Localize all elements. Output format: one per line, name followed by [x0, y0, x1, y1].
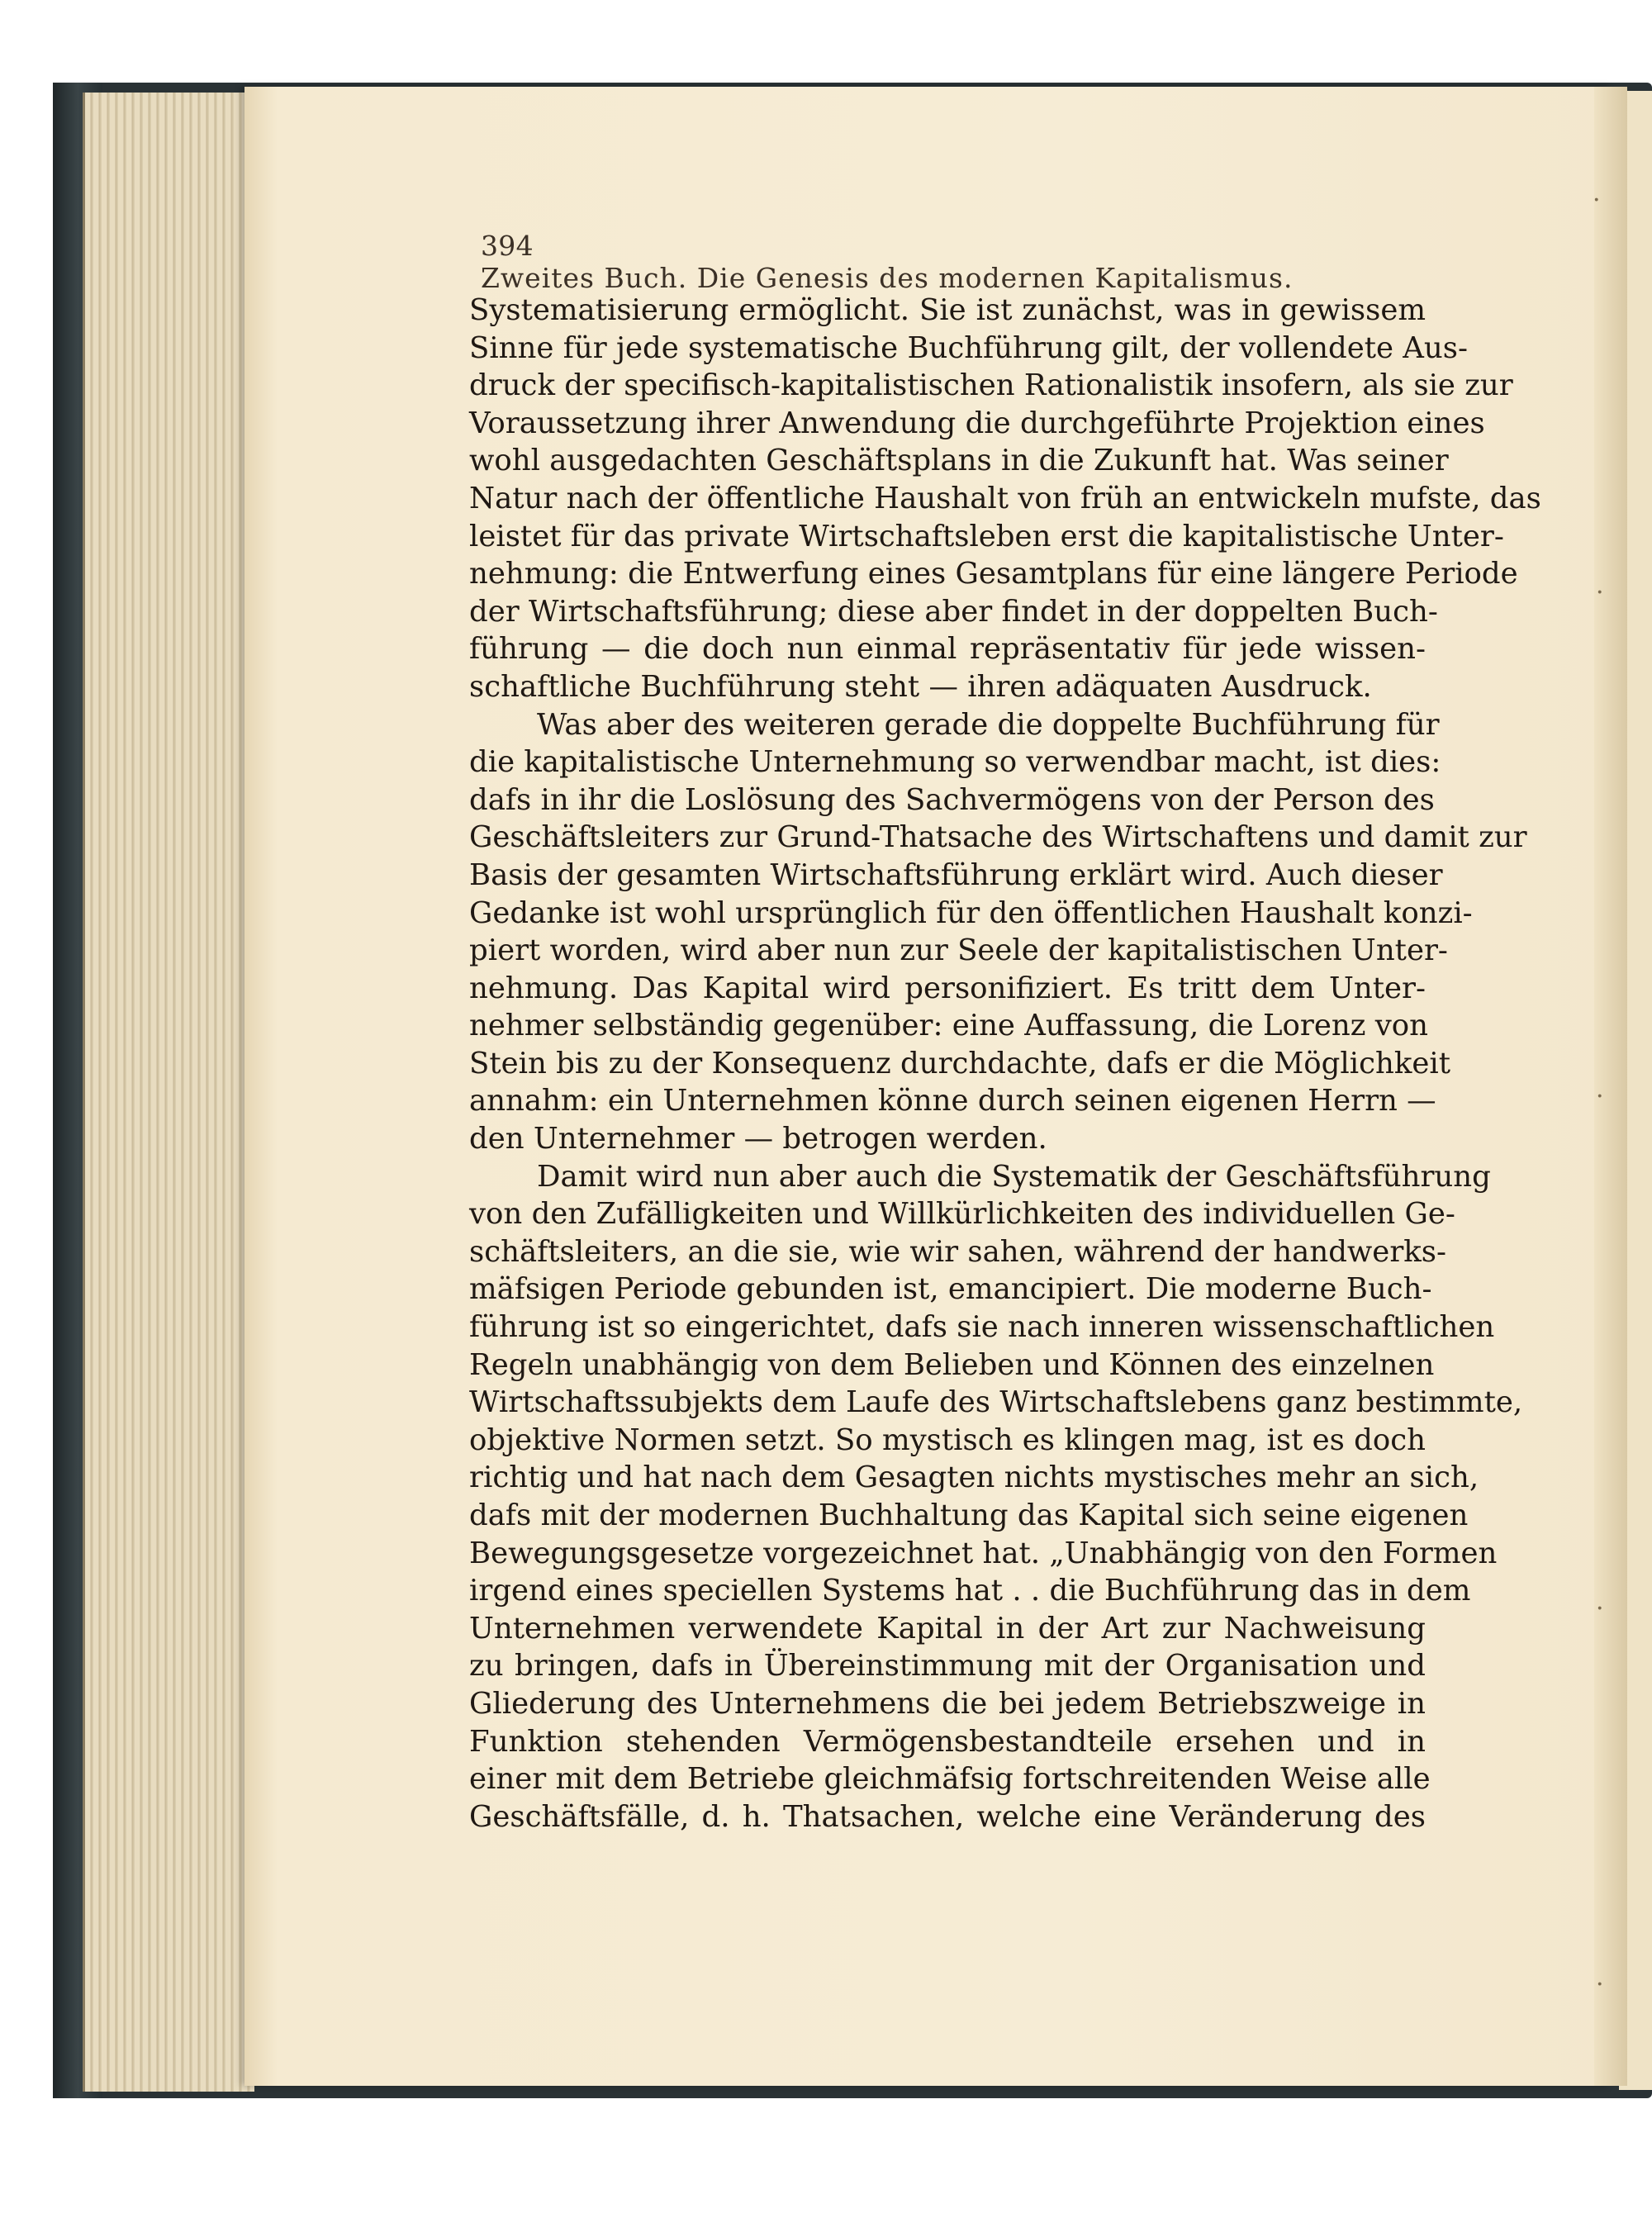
text-line: Unternehmen verwendete Kapital in der Art zur Nachweisung: [469, 1611, 1426, 1646]
text-line: nehmer selbständig gegenüber: eine Auffassung, die Lorenz von: [469, 1009, 1429, 1043]
text-line: Wirtschaftssubjekts dem Laufe des Wirtschaftslebens ganz bestimmte,: [469, 1385, 1523, 1420]
text-line: einer mit dem Betriebe gleichmäfsig fortschreitenden Weise alle: [469, 1762, 1431, 1797]
text-line: Was aber des weiteren gerade die doppelte Buchführung für: [537, 707, 1440, 742]
text-line: von den Zufälligkeiten und Willkürlichkeiten des individuellen Ge-: [469, 1197, 1455, 1232]
text-line: richtig und hat nach dem Gesagten nichts mystisches mehr an sich,: [469, 1460, 1479, 1495]
text-line: schaftliche Buchführung steht — ihren adäquaten Ausdruck.: [469, 669, 1372, 704]
page-number: 394: [481, 230, 534, 262]
running-header: [481, 230, 1307, 294]
text-line: Bewegungsgesetze vorgezeichnet hat. „Unabhängig von den Formen: [469, 1536, 1498, 1570]
text-line: Geschäftsleiters zur Grund-Thatsache des Wirtschaftens und damit zur: [469, 820, 1527, 855]
text-line: schäftsleiters, an die sie, wie wir sahen, während der handwerks-: [469, 1234, 1447, 1269]
text-line: wohl ausgedachten Geschäftsplans in die Zukunft hat. Was seiner: [469, 444, 1449, 478]
text-line: Stein bis zu der Konsequenz durchdachte, dafs er die Möglichkeit: [469, 1046, 1450, 1081]
text-line: dafs mit der modernen Buchhaltung das Kapital sich seine eigenen: [469, 1498, 1469, 1532]
text-line: druck der specifisch-kapitalistischen Rationalistik insofern, als sie zur: [469, 368, 1513, 403]
edge-mark: ·: [1596, 1594, 1604, 1623]
text-line: führung — die doch nun einmal repräsentativ für jede wissen-: [469, 632, 1426, 667]
edge-mark: ·: [1593, 186, 1601, 215]
edge-mark: ·: [1596, 578, 1604, 607]
text-line: mäfsigen Periode gebunden ist, emancipiert. Die moderne Buch-: [469, 1272, 1432, 1307]
text-line: Regeln unabhängig von dem Belieben und Können des einzelnen: [469, 1347, 1435, 1382]
text-line: leistet für das private Wirtschaftsleben erst die kapitalistische Unter-: [469, 519, 1504, 553]
text-line: die kapitalistische Unternehmung so verwendbar macht, ist dies:: [469, 745, 1441, 780]
text-line: Natur nach der öffentliche Haushalt von früh an entwickeln mufste, das: [469, 481, 1541, 515]
edge-mark: ·: [1596, 1970, 1604, 1999]
text-line: Damit wird nun aber auch die Systematik der Geschäftsführung: [537, 1159, 1491, 1194]
edge-mark: ·: [1596, 1082, 1604, 1111]
text-line: der Wirtschaftsführung; diese aber findet in der doppelten Buch-: [469, 594, 1438, 629]
text-line: Basis der gesamten Wirtschaftsführung erklärt wird. Auch dieser: [469, 857, 1443, 892]
text-line: den Unternehmer — betrogen werden.: [469, 1122, 1047, 1156]
text-line: nehmung. Das Kapital wird personifiziert. Es tritt dem Unter-: [469, 971, 1426, 1005]
text-line: führung ist so eingerichtet, dafs sie nach inneren wissenschaftlichen: [469, 1310, 1495, 1345]
text-line: Sinne für jede systematische Buchführung gilt, der vollendete Aus-: [469, 330, 1468, 365]
text-line: Systematisierung ermöglicht. Sie ist zunächst, was in gewissem: [469, 293, 1426, 327]
body-text: [469, 292, 1541, 1836]
running-title: Zweites Buch. Die Genesis des modernen Kapitalismus.: [481, 262, 1294, 294]
text-line: dafs in ihr die Loslösung des Sachvermögens von der Person des: [469, 782, 1435, 817]
text-line: piert worden, wird aber nun zur Seele der kapitalistischen Unter-: [469, 933, 1448, 968]
text-line: annahm: ein Unternehmen könne durch seinen eigenen Herrn —: [469, 1084, 1436, 1118]
text-line: objektive Normen setzt. So mystisch es klingen mag, ist es doch: [469, 1422, 1426, 1457]
text-line: zu bringen, dafs in Übereinstimmung mit der Organisation und: [469, 1649, 1426, 1684]
text-line: Gedanke ist wohl ursprünglich für den öffentlichen Haushalt konzi-: [469, 895, 1473, 930]
text-line: irgend eines speciellen Systems hat . . die Buchführung das in dem: [469, 1574, 1471, 1608]
text-line: Funktion stehenden Vermögensbestandteile ersehen und in: [469, 1724, 1426, 1759]
text-line: Geschäftsfälle, d. h. Thatsachen, welche eine Veränderung des: [469, 1799, 1426, 1834]
page-edges: [83, 93, 254, 2092]
text-line: nehmung: die Entwerfung eines Gesamtplans für eine längere Periode: [469, 557, 1518, 591]
text-line: Voraussetzung ihrer Anwendung die durchgeführte Projektion eines: [469, 406, 1485, 440]
text-line: Gliederung des Unternehmens die bei jedem Betriebszweige in: [469, 1686, 1426, 1721]
